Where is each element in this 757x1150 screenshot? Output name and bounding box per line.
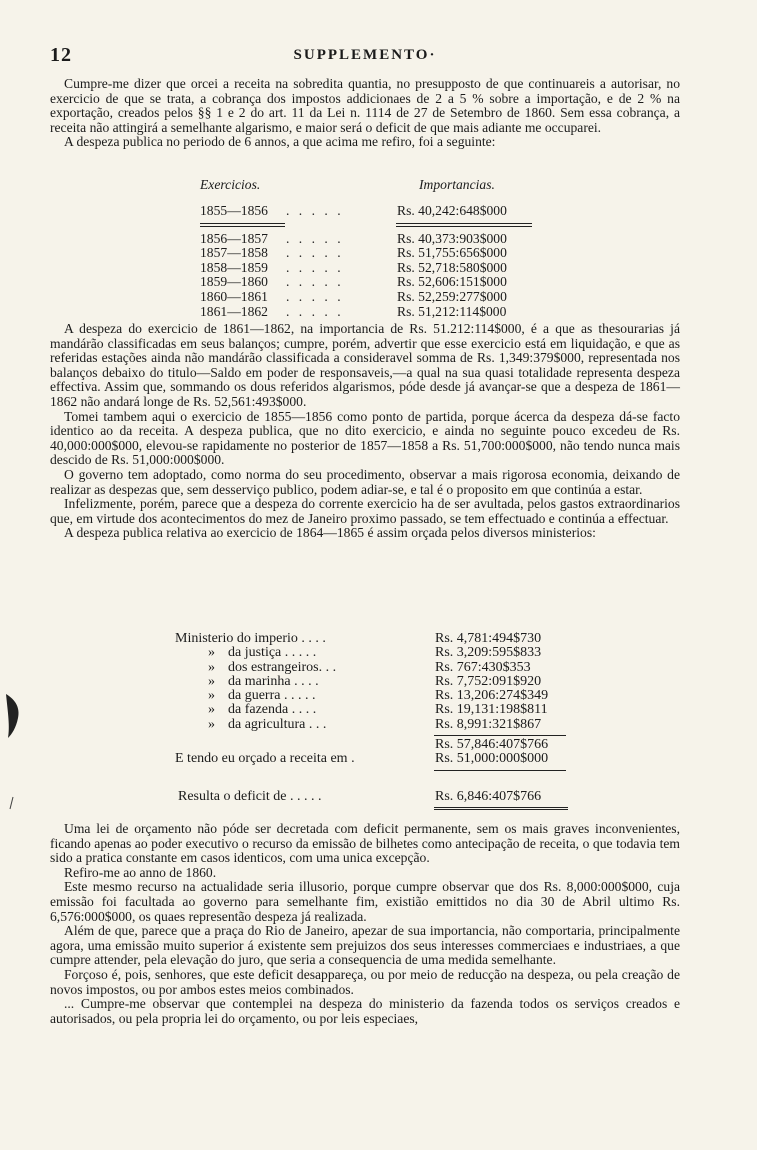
receita-amount: Rs. 51,000:000$000 [435,751,549,767]
amount-cell: Rs. 3,209:595$833 [435,645,542,661]
amount-cell: Rs. 52,606:151$000 [397,274,507,290]
ministry-label: da agricultura . . . [228,716,327,732]
amount-cell: Rs. 40,373:903$000 [397,230,507,246]
leader-dots: . . . . . [286,245,344,261]
table-row [200,275,535,290]
ministry-label: da marinha . . . . [228,673,319,689]
year-cell: 1860—1861 [200,288,268,304]
paragraph: Cumpre-me dizer que orcei a receita na sobredita quantia, no presupposto de que continuareis a autorisar, no exercicio de que se trata, a cobrança dos impostos addicionaes de 2 a 5 % sobre a importação, e de 2 % na exportação, creados pelos §§ 1 e 2 do art. 11 da Lei n. 1114 de 27 de Setembro de 1860. Sem essa cobrança, a receita não attingirá a semelhante algarismo, e maior será o deficit de que mais adiante me occuparei. [50,76,680,135]
paragraph-block-2 [50,322,680,541]
table-row [200,204,535,219]
table-row [200,246,535,261]
leader-dots: . . . . . [286,259,344,275]
leader-dots: . . . . . [286,288,344,304]
running-title: SUPPLEMENTO· [293,47,437,63]
divider [396,223,532,224]
paragraph: Tomei tambem aqui o exercicio de 1855—1856 como ponto de partida, porque ácerca da despeza dá-se facto identico ao da receita. A despeza publica, que no dito exercicio, e ainda no seguinte pouco excedeu de Rs. 40,000:000$000, elevou-se rapidamente no posterior de 1857—1858 a Rs. 51,700:000$000, não tendo nunca mais descido de Rs. 51,000:000$000. [50,408,680,468]
page-number: 12 [50,44,72,66]
table-row [150,689,570,703]
leader-dots: . . . . . [286,274,344,290]
amount-cell: Rs. 8,991:321$867 [435,716,542,732]
ditto-mark: » [208,645,215,661]
paragraph-block-1 [50,77,680,150]
divider [434,735,566,736]
amount-cell: Rs. 767:430$353 [435,659,531,675]
paragraph: O governo tem adoptado, como norma do seu procedimento, observar a mais rigorosa economia, deixando de realizar as despezas que, sem desserviço publico, podem adiar-se, e tal é o proposito em que continúa a estar. [50,466,680,497]
amount-cell: Rs. 52,259:277$000 [397,288,507,304]
ditto-mark: » [208,673,215,689]
scan-smudge-icon [2,692,24,740]
amount-cell: Rs. 40,242:648$000 [397,203,507,218]
amount-cell: Rs. 51,212:114$000 [397,303,507,319]
amount-cell: Rs. 51,755:656$000 [397,245,507,261]
ministry-table [150,632,570,773]
ministry-label: da guerra . . . . . [228,688,316,704]
running-header [50,44,680,66]
table-row [200,232,535,247]
year-cell: 1861—1862 [200,303,268,319]
column-header-amount: Importancias. [419,177,495,192]
ministry-label: da fazenda . . . . [228,702,317,718]
amount-cell: Rs. 19,131:198$811 [435,702,548,718]
table-header [200,178,535,196]
divider [200,226,285,227]
paragraph: Este mesmo recurso na actualidade seria illusorio, porque cumpre observar que dos Rs. 8,000:000$000, cuja emissão foi facultada ao governo para semelhante fim, existião emittidos no dia 30 de Abril ultimo Rs. 6,576:000$000, os quaes representão despeza já realizada. [50,879,680,924]
column-header-exercise: Exercicios. [200,177,261,192]
table-row [200,305,535,320]
paragraph: Refiro-me ao anno de 1860. [64,864,217,880]
receita-row [150,752,570,766]
paragraph: Forçoso é, pois, senhores, que este deficit desappareça, ou por meio de reducção na despeza, ou pela creação de novos impostos, ou por ambos estes meios combinados. [50,966,680,997]
table-row [150,632,570,646]
year-cell: 1857—1858 [200,245,268,261]
ditto-mark: » [208,716,215,732]
paragraph: A despeza do exercicio de 1861—1862, na importancia de Rs. 51.212:114$000, é a que as thesourarias já mandárão classificadas em seus balanços; cumpre, porém, advertir que esse exercicio está em liquidação, e que as referidas estações ainda não mandárão classificada a consideravel somma de Rs. 1,349:379$000, representada nos balanços debaixo do titulo—Saldo em poder de responsaveis,—a qual na sua quasi totalidade representa despeza effectiva. Assim que, sommando os dous referidos algarismos, póde desde já avançar-se que a despeza de 1861—1862 não andará longe de Rs. 52,561:493$000. [50,321,680,409]
amount-cell: Rs. 52,718:580$000 [397,259,507,275]
deficit-label: Resulta o deficit de . . . . . [178,789,322,804]
scan-mark-icon [8,796,16,810]
table-row [150,703,570,717]
leader-dots: . . . . . [286,303,344,319]
deficit-amount: Rs. 6,846:407$766 [435,789,542,804]
leader-dots: . . . . . [286,203,344,218]
year-cell: 1859—1860 [200,274,268,290]
leader-dots: . . . . . [286,230,344,246]
receita-label: E tendo eu orçado a receita em . [175,751,355,767]
paragraph: Além de que, parece que a praça do Rio de Janeiro, apezar de sua importancia, não comportaria, principalmente agora, uma emissão muito superior á existente sem prejuizos dos seus interesses commerciaes e industriaes, a que cumpre attender, pela elevação do juro, que seria a consequencia de uma medida semelhante. [50,923,680,968]
divider [200,223,285,224]
table-row [150,718,570,732]
paragraph: A despeza publica no periodo de 6 annos, a que acima me refiro, foi a seguinte: [64,134,496,150]
ditto-mark: » [208,688,215,704]
sum-rule [150,767,570,773]
year-cell: 1856—1857 [200,230,268,246]
double-underline [434,807,568,810]
ministry-label: Ministerio do imperio . . . . [175,631,326,646]
paragraph-block-3 [50,822,680,1026]
paragraph: A despeza publica relativa ao exercicio de 1864—1865 é assim orçada pelos diversos ministerios: [64,525,596,541]
table-row [200,261,535,276]
amount-cell: Rs. 13,206:274$349 [435,688,549,704]
table-row [150,661,570,675]
table-rules [200,219,535,232]
ditto-mark: » [208,659,215,675]
ditto-mark: » [208,702,215,718]
expense-table [200,178,535,319]
paragraph: ... Cumpre-me observar que contemplei na despeza do ministerio da fazenda todos os serviços creados e autorisados, ou pela propria lei do orçamento, ou por leis especiaes, [50,996,680,1026]
paragraph: Uma lei de orçamento não póde ser decretada com deficit permanente, sem os mais graves inconvenientes, ficando apenas ao poder executivo o recurso da emissão de bilhetes como antecipação de receita, o que todavia tem sido a pratica constante em casos identicos, com uma unica excepção. [50,821,680,866]
paragraph: Infelizmente, porém, parece que a despeza do corrente exercicio ha de ser avultada, pelos gastos extraordinarios que, em virtude dos acontecimentos do mez de Janeiro proximo passado, se tem effectuado e continúa a effectuar. [50,496,680,526]
ministry-label: da justiça . . . . . [228,645,317,661]
total-amount: Rs. 57,846:407$766 [435,737,549,753]
divider [396,226,532,227]
year-cell: 1855—1856 [200,203,268,218]
table-row [150,646,570,660]
table-row [150,675,570,689]
total-row [150,738,570,752]
table-row [200,290,535,305]
ministry-label: dos estrangeiros. . . [228,659,337,675]
divider [434,770,566,771]
year-cell: 1858—1859 [200,259,268,275]
amount-cell: Rs. 4,781:494$730 [435,631,542,646]
amount-cell: Rs. 7,752:091$920 [435,673,542,689]
